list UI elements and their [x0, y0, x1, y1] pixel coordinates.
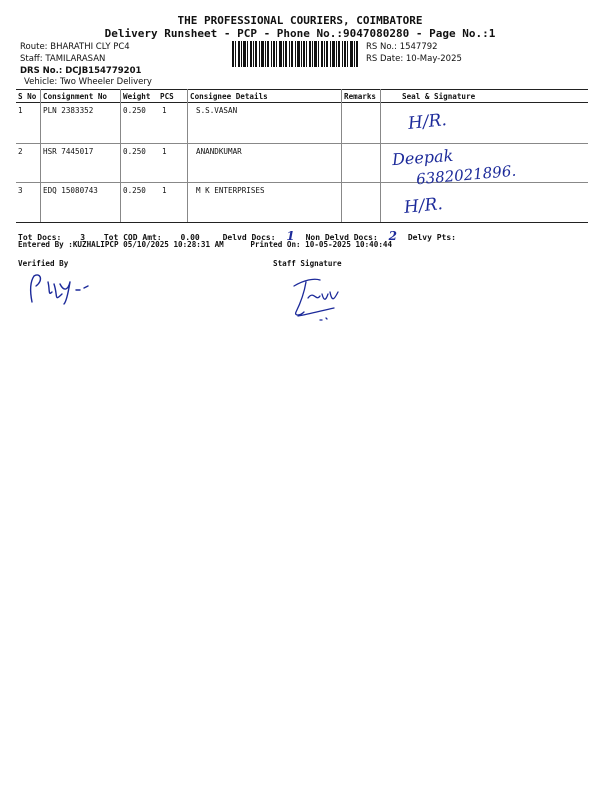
cod-value: 0.00 — [180, 233, 200, 242]
vehicle-label: Vehicle: — [24, 77, 58, 87]
staff-row — [20, 54, 105, 64]
rs-date-row — [366, 54, 462, 64]
vehicle-value: Two Wheeler Delivery — [59, 77, 152, 87]
cell-sno: 3 — [18, 186, 23, 195]
handwritten-signature: Deepak — [391, 145, 454, 170]
vehicle-row — [24, 77, 152, 87]
cell-consignee: S.S.VASAN — [196, 106, 238, 115]
table-header-rule — [16, 102, 588, 103]
cod-label: Tot COD Amt: — [103, 233, 162, 242]
tot-docs-label: Tot Docs: — [18, 233, 62, 242]
cell-weight: 0.250 — [123, 186, 146, 195]
cell-sno: 2 — [18, 147, 23, 156]
staff-signature-scribble — [290, 272, 360, 324]
staff-signature-label: Staff Signature — [273, 259, 342, 268]
cell-weight: 0.250 — [123, 147, 146, 156]
delvd-value: 1 — [286, 229, 295, 243]
rs-no-value: 1547792 — [399, 42, 438, 52]
route-label: Route: — [20, 42, 48, 52]
row-divider-1 — [16, 143, 588, 144]
cell-weight: 0.250 — [123, 106, 146, 115]
col-header-remarks: Remarks — [344, 92, 377, 101]
handwritten-signature: H/R. — [407, 110, 448, 134]
drs-row — [20, 66, 141, 76]
col-header-sno: S No — [18, 92, 37, 101]
cell-consignee: ANANDKUMAR — [196, 147, 242, 156]
cell-consignee: M K ENTERPRISES — [196, 186, 265, 195]
rs-date-label: RS Date: — [366, 54, 404, 64]
cell-pcs: 1 — [162, 186, 167, 195]
col-divider — [120, 89, 121, 222]
cell-consignment: EDQ 15080743 — [43, 186, 98, 195]
col-header-weight: Weight — [123, 92, 151, 101]
delvd-label: Delvd Docs: — [222, 233, 276, 242]
col-header-consignment: Consignment No — [43, 92, 108, 101]
delvy-pts-label: Delvy Pts: — [407, 233, 456, 242]
col-header-consignee: Consignee Details — [190, 92, 268, 101]
row-divider-2 — [16, 182, 588, 183]
tot-docs-value: 3 — [80, 233, 86, 242]
drs-label: DRS No.: — [20, 66, 63, 76]
staff-value: TAMILARASAN — [45, 54, 106, 64]
col-divider — [380, 89, 381, 222]
col-divider — [341, 89, 342, 222]
route-value: BHARATHI CLY PC4 — [50, 42, 130, 52]
runsheet-title: Delivery Runsheet - PCP - Phone No.:9047080280 - Page No.:1 — [104, 27, 496, 40]
handwritten-signature: H/R. — [403, 194, 444, 218]
cell-pcs: 1 — [162, 106, 167, 115]
rs-date-value: 10-May-2025 — [405, 54, 462, 64]
cell-consignment: HSR 7445017 — [43, 147, 94, 156]
cell-sno: 1 — [18, 106, 23, 115]
col-header-pcs: PCS — [160, 92, 174, 101]
entered-by-row — [18, 240, 392, 249]
verified-signature-scribble — [24, 272, 104, 306]
rs-no-label: RS No.: — [366, 42, 397, 52]
cell-consignment: PLN 2383352 — [43, 106, 94, 115]
cell-pcs: 1 — [162, 147, 167, 156]
col-divider — [40, 89, 41, 222]
table-bottom-rule — [16, 222, 588, 223]
col-header-seal-signature: Seal & Signature — [402, 92, 476, 101]
entered-by: Entered By :KUZHALIPCP 05/10/2025 10:28:31 AM — [18, 240, 224, 249]
drs-value: DCJB154779201 — [65, 66, 142, 76]
barcode-image — [232, 41, 358, 67]
non-delvd-label: Non Delvd Docs: — [305, 233, 378, 242]
staff-label: Staff: — [20, 54, 43, 64]
route-row — [20, 42, 130, 52]
printed-on: Printed On: 10-05-2025 10:40:44 — [250, 240, 393, 249]
col-divider — [187, 89, 188, 222]
company-title: THE PROFESSIONAL COURIERS, COIMBATORE — [177, 14, 423, 27]
rs-no-row — [366, 42, 438, 52]
handwritten-phone: 6382021896. — [415, 161, 517, 189]
table-top-rule — [16, 89, 588, 90]
non-delvd-value: 2 — [388, 229, 397, 243]
verified-by-label: Verified By — [18, 259, 69, 268]
